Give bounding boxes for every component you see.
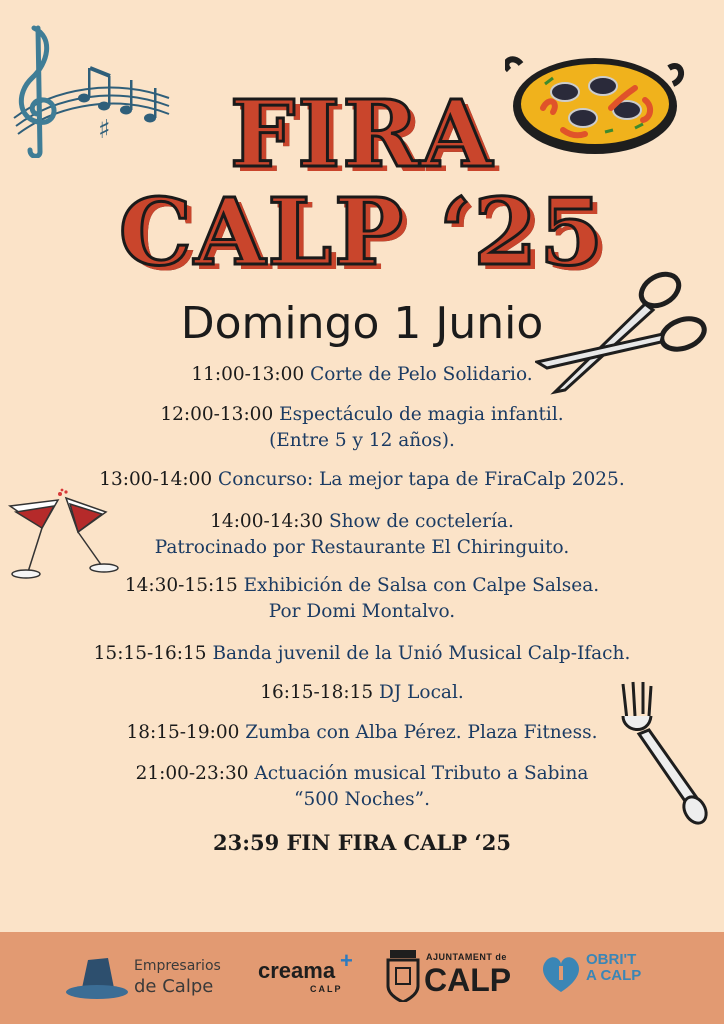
program-item	[0, 720, 724, 746]
program-text: DJ Local.	[379, 682, 464, 703]
program-time: 16:15-18:15	[260, 682, 374, 703]
program-text: Zumba con Alba Pérez. Plaza Fitness.	[245, 722, 598, 743]
ajuntament-logo	[386, 944, 516, 1012]
title-line-2: CALP ‘25	[118, 178, 606, 286]
program-item	[0, 509, 724, 561]
closing-line: 23:59 FIN FIRA CALP ‘25	[213, 830, 511, 855]
plus-icon: +	[340, 948, 353, 973]
sponsor-footer	[0, 932, 724, 1024]
program-text: Espectáculo de magia infantil.	[279, 404, 564, 425]
program-item	[0, 761, 724, 813]
program-text-line2: Por Domi Montalvo.	[268, 601, 456, 622]
program-text: Exhibición de Salsa con Calpe Salsea.	[243, 575, 600, 596]
program-text: Concurso: La mejor tapa de FiraCalp 2025.	[218, 469, 625, 490]
program-text: Banda juvenil de la Unió Musical Calp-Ifach.	[212, 643, 631, 664]
program-time: 21:00-23:30	[135, 763, 249, 784]
ajuntament-top: AJUNTAMENT de	[426, 952, 507, 962]
creama-sub: CALP	[310, 984, 343, 994]
ajuntament-main: CALP	[424, 962, 512, 998]
program-item	[0, 402, 724, 454]
obrit-logo	[540, 950, 650, 1010]
program-time: 13:00-14:00	[99, 469, 213, 490]
program-text-line2: Patrocinado por Restaurante El Chiringuito.	[154, 537, 570, 558]
empresarios-text-2: de Calpe	[134, 976, 214, 997]
obrit-text-2: A CALP	[586, 967, 642, 984]
coat-of-arms-icon	[386, 948, 420, 1002]
svg-text:♯: ♯	[98, 115, 111, 145]
hat-icon	[66, 952, 128, 1002]
program-item	[0, 467, 724, 493]
program-time: 12:00-13:00	[160, 404, 274, 425]
program-text: Corte de Pelo Solidario.	[310, 364, 533, 385]
program-item	[0, 573, 724, 625]
program-time: 18:15-19:00	[126, 722, 240, 743]
program-text: Actuación musical Tributo a Sabina	[254, 763, 589, 784]
program-time: 11:00-13:00	[191, 364, 305, 385]
program-time: 14:30-15:15	[124, 575, 238, 596]
empresarios-text-1: Empresarios	[134, 958, 221, 974]
obrit-text-1: OBRI'T	[586, 951, 637, 968]
creama-logo	[258, 948, 358, 1004]
empresarios-logo	[66, 952, 226, 1002]
program-text-line2: “500 Noches”.	[293, 789, 431, 810]
program-text-line2: (Entre 5 y 12 años).	[269, 430, 455, 451]
program-text: Show de coctelería.	[328, 511, 514, 532]
title-line-1: FIRA	[229, 80, 495, 188]
heart-icon	[540, 954, 582, 994]
creama-text: creama	[258, 958, 336, 983]
event-date: Domingo 1 Junio	[180, 298, 544, 349]
program-time: 15:15-16:15	[93, 643, 207, 664]
program-item	[0, 362, 724, 388]
program-item	[0, 680, 724, 706]
program-time: 14:00-14:30	[210, 511, 324, 532]
program-item	[0, 641, 724, 667]
